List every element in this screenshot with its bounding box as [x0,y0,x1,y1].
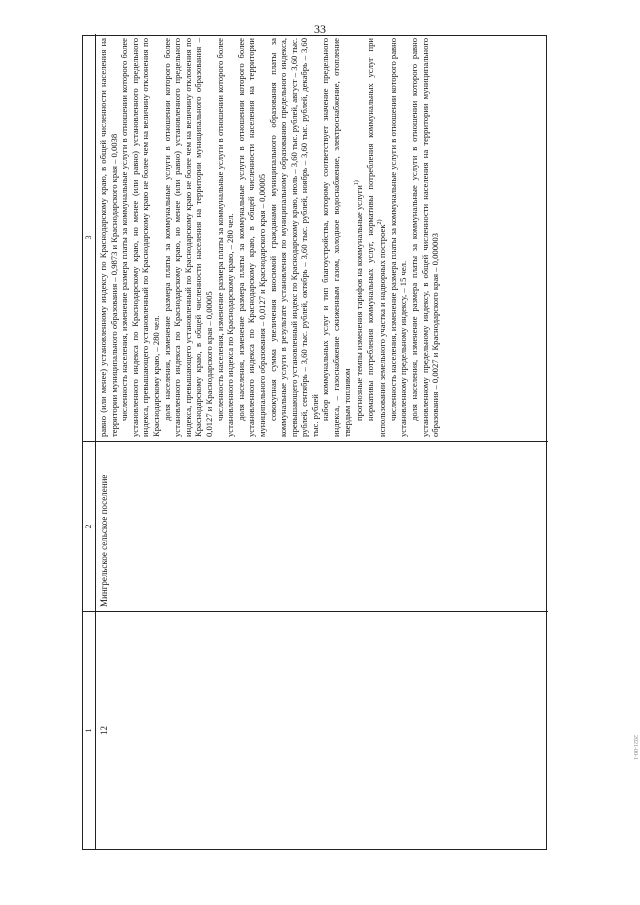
column-header-3: 3 [83,34,96,441]
paragraph-text: нормативы потребления коммунальных услуг, нормативы потребления коммунальных услуг при использовании земельного участка и надворных построек [364,38,388,437]
side-code: 2021-00-1 [632,735,638,760]
paragraph: набор коммунальных услуг и тип благоустройства, которому соответствует значение предельного индекса, – газоснабжение сжиженным газом, холодное водоснабжение, электроснабжение, отопление твердым топливом [320,38,352,437]
paragraph: доля населения, изменение размера платы за коммунальные услуги в отношении которого равно установленному предельному индексу, в общей численности населения на территории муниципального образования – 0,0027 и Краснодарского края – 0,000003 [408,38,441,437]
paragraph: совокупная сумма увеличения вносимой гражданами муниципального образования платы за коммунальные услуги в результате установления по муниципальному образованию предельного индекса, превышающего установленный индекс по Краснодарскому краю, июль – 3,60 тыс. рублей, август – 3,60 тыс. рублей, сентябрь – 3,60 тыс. рублей, октябрь – 3,60 тыс. рублей, ноябрь – 3,60 тыс. рублей, декабрь – 3,60 тыс. рублей [267,38,320,437]
paragraph-with-footnote [365,38,388,437]
paragraph: численность населения, изменение размера платы за коммунальные услуги в отношении которого равно установленному предельному индексу, – 15 чел. [387,38,409,437]
column-header-2: 2 [83,441,96,611]
paragraph-with-footnote [352,38,364,437]
paragraph: численность населения, изменение размера платы за коммунальные услуги в отношении которого более установленного индекса по Краснодарскому краю, но менее (или равно) установленного предельного индекса, превышающего установленный по Краснодарскому краю не более чем на величину отклонения по Краснодарскому краю, – 280 чел. [119,38,161,437]
column-header-1: 1 [83,611,96,849]
page-number: 33 [314,22,326,36]
data-table [82,35,547,850]
footnote-mark: 2) [377,219,384,225]
row-number: 12 [96,611,548,849]
indicator-text [96,34,548,441]
continued-paragraph: равно (или менее) установленному индексу по Краснодарскому краю, в общей численности населения на территории муниципального образования – 0,9873 и Краснодарского края – 0,0038 [98,38,119,437]
footnote-mark: 1) [354,180,361,186]
paragraph: доля населения, изменение размера платы за коммунальные услуги в отношении которого более установленного индекса по Краснодарскому краю, но менее (или равно) установленного предельного индекса, превышающего установленный по Краснодарскому краю не более чем на величину отклонения по Краснодарскому краю, в общей численности населения на территории муниципального образования – 0,0127 и Краснодарского края – 0,00005 [161,38,214,437]
settlement-name: Мингрельское сельское поселение [96,441,548,611]
paragraph-text: прогнозные темпы изменения тарифов на коммунальные услуги [354,185,365,421]
paragraph: доля населения, изменение размера платы за коммунальные услуги в отношении которого более установленного индекса по Краснодарскому краю, в общей численности населения на территории муниципального образования – 0,0127 и Краснодарского края – 0,00005 [235,38,267,437]
rotated-table [82,35,547,850]
paragraph: численность населения, изменение размера платы за коммунальные услуги в отношении которого более установленного индекса по Краснодарскому краю, – 280 чел. [214,38,236,437]
